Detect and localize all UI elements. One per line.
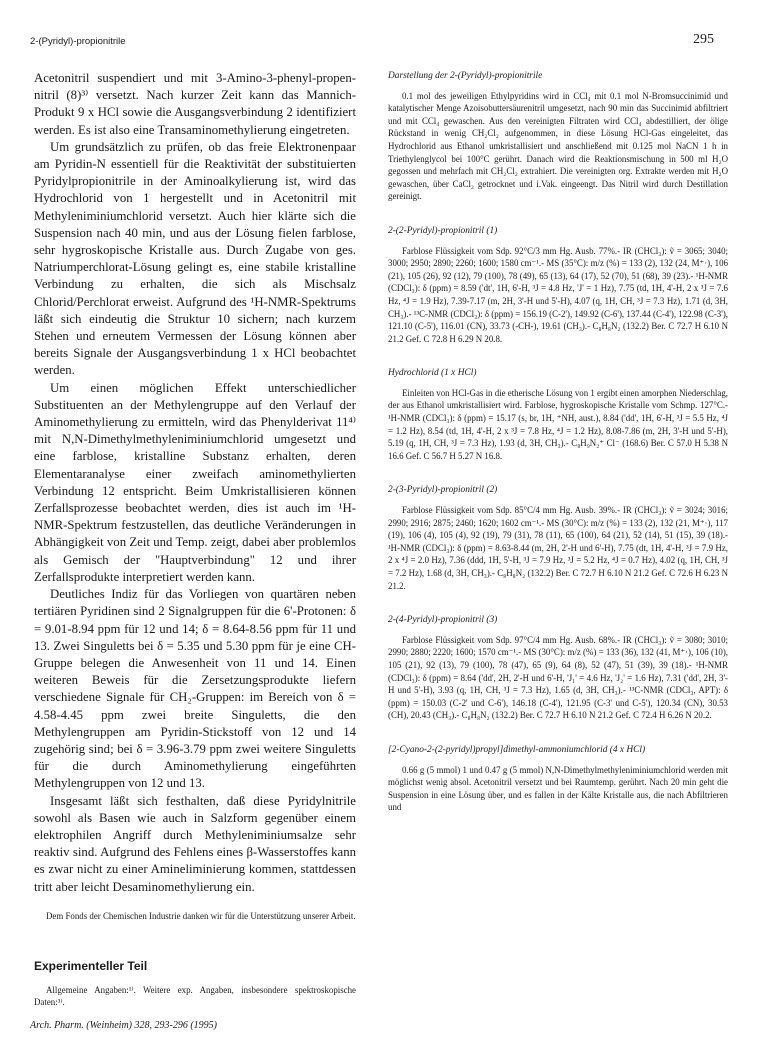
general-information: Allgemeine Angaben:¹⁾. Weitere exp. Angaben, insbesondere spektroskopische Daten:³⁾. bbox=[34, 984, 356, 1008]
procedure-heading-preparation: Darstellung der 2-(Pyridyl)-propionitrile bbox=[388, 71, 543, 81]
compound-body-2: Farblose Flüssigkeit vom Sdp. 85°C/4 mm Hg. Ausb. 39%.- IR (CHCl₃): ṽ = 3024; 3016; 2990; 2916; 2875; 2460; 1620; 1602 cm⁻¹.- MS (30°C): m/z (%) = 133 (2), 132 (21, M⁺·), 117 (19), 106 (4), 105 (4), 92 (19), 79 (31), 78 (11), 65 (100), 64 (21), 52 (14), 51 (15), 39 (18).- ¹H-NMR (CDCl₃): δ (ppm) = 8.63-8.44 (m, 2H, 2'-H und 6'-H), 7.75 (dt, 1H, 4'-H, ³J = 7.9 Hz, 2 x ⁴J = 2.0 Hz), 7.36 (ddd, 1H, 5'-H, ³J = 7.9 Hz, ³J = 5.2 Hz, ⁴J = 0.7 Hz), 4.02 (q, 1H, CH, ³J = 7.2 Hz), 1.68 (d, 3H, CH₃).- C₈H₈N₂ (132.2) Ber. C 72.7 H 6.10 N 21.2 Gef. C 72.6 H 6.23 N 21.2. bbox=[388, 505, 728, 591]
journal-citation: Arch. Pharm. (Weinheim) 328, 293-296 (1995) bbox=[30, 1020, 218, 1031]
discussion-paragraph-3: Um einen möglichen Effekt unterschiedlicher Substituenten an der Methylengruppe auf den Verlauf der Aminomethylierung zu ermitteln, wird das Phenylderivat 11⁴⁾ mit N,N-Dimethylmethyleniminiumchlorid umgesetzt und eine farblose, kristalline Substanz erhalten, deren Elementaranalyse einer zweifach aminomethylierten Verbindung 12 entspricht. Beim Umkristallisieren können Zerfallsprozesse beobachtet werden, dies ist auch im ¹H-NMR-Spektrum festzustellen, das deutliche Veränderungen in Abhängigkeit von Zeit und Temp. zeigt, dabei aber problemlos als Gemisch der "Hauptverbindung" 12 und ihrer Zerfallsprodukte interpretiert werden kann. bbox=[34, 380, 356, 584]
compound-body-4-hcl: 0.66 g (5 mmol) 1 und 0.47 g (5 mmol) N,N-Dimethylmethyleniminiumchlorid werden mit möglichst wenig absol. Acetonitril versetzt und bei Raumtemp. gerührt. Nach 20 min geht die Suspension in eine Lösung über, und es fallen in der Kälte Kristalle aus, die nach Abfiltrieren und bbox=[388, 764, 728, 813]
discussion-paragraph-2: Um grundsätzlich zu prüfen, ob das freie Elektronenpaar am Pyridin-N essentiell für die Reaktivität der substituierten Pyridylpropionitrile in der Aminoalkylierung ist, wird das Hydrochlorid von 1 hergestellt und in Acetonitril mit Methyleniminiumchlorid versetzt. Auch hier klärte sich die Suspension nach 40 min, und aus der Lösung fielen farblose, sehr hygroskopische Kristalle aus. Durch Zugabe von ges. Natriumperchlorat-Lösung gelingt es, eine stabile kristalline Verbindung zu erhalten, die sich als Mischsalz Chlorid/Perchlorat erweist. Aufgrund des ¹H-NMR-Spektrums läßt sich eindeutig die Struktur 10 sichern; nach kurzem Stehen und erneutem Vermessen der Lösung können aber bereits Signale der Ausgangsverbindung 1 x HCl beobachtet werden. bbox=[34, 139, 356, 378]
procedure-body-preparation: 0.1 mol des jeweiligen Ethylpyridins wird in CCl₄ mit 0.1 mol N-Bromsuccinimid und katalytischer Menge Azoisobuttersäurenitril umgesetzt, nach 90 min das Succinimid abfiltriert und mit CCl₄ gewaschen. Aus den vereinigten Filtraten wird CCl₄ abdestilliert, der ölige Rückstand in wenig CH₂Cl₂ aufgenommen, in diese Lösung HCl-Gas eingeleitet, das Hydrochlorid aus Ethanol umkristallisiert und anschließend mit 0.125 mol NaCN 1 h in Triethylenglycol bei 100°C gerührt. Danach wird die Reaktionsmischung in 500 ml H₂O gegossen und mehrfach mit CH₂Cl₂ extrahiert. Die vereinigten org. Extrakte werden mit H₂O gewaschen, über CaCl₂ getrocknet und i.Vak. eingeengt. Das Nitril wird durch Destillation gereinigt. bbox=[388, 90, 728, 202]
left-column bbox=[34, 70, 356, 1009]
compound-body-1-hcl: Einleiten von HCl-Gas in die etherische Lösung von 1 ergibt einen amorphen Niederschlag, der aus Ethanol umkristallisiert wird. Farblose, hygroskopische Kristalle vom Schmp. 127°C.- ¹H-NMR (CDCl₃): δ (ppm) = 15.17 (s, br, 1H, ⁺NH, aust.), 8.84 ('dd', 1H, 6'-H, ³J = 5.5 Hz, ⁴J = 1.2 Hz), 8.54 (td, 1H, 4'-H, 2 x ³J = 7.8 Hz, ⁴J = 1.2 Hz), 8.08-7.86 (m, 2H, 3'-H und 5'-H), 5.19 (q, 1H, CH, ³J = 7.3 Hz), 1.93 (d, 3H, CH₃).- C₈H₉N₂⁺ Cl⁻ (168.6) Ber. C 57.0 H 5.38 N 16.6 Gef. C 56.7 H 5.27 N 16.8. bbox=[388, 387, 728, 461]
compound-heading-2: 2-(3-Pyridyl)-propionitril (2) bbox=[388, 485, 498, 496]
compound-heading-4-hcl: [2-Cyano-2-(2-pyridyl)propyl]dimethyl-ammoniumchlorid (4 x HCl) bbox=[388, 744, 646, 755]
compound-body-3: Farblose Flüssigkeit vom Sdp. 97°C/4 mm Hg. Ausb. 68%.- IR (CHCl₃): ṽ = 3080; 3010; 2990; 2880; 2220; 1600; 1570 cm⁻¹.- MS (30°C): m/z (%) = 133 (36), 132 (41, M⁺·), 106 (10), 105 (21), 92 (13), 79 (100), 78 (47), 65 (9), 64 (8), 52 (47), 51 (39), 39 (18).- ¹H-NMR (CDCl₃): δ (ppm) = 8.64 ('dd', 2H, 2'-H und 6'-H, 'J₁' = 4.6 Hz, 'J₂' = 1.6 Hz), 7.31 ('dd', 2H, 3'-H und 5'-H), 3.93 (q, 1H, CH, ³J = 7.3 Hz), 1.65 (d, 3H, CH₃).- ¹³C-NMR (CDCl₃, APT): δ (ppm) = 150.03 (C-2' und C-6'), 146.18 (C-4'), 121.95 (C-3' und C-5'), 120.34 (CN), 30.53 (CH), 20.43 (CH₃).- C₈H₈N₂ (132.2) Ber. C 72.7 H 6.10 N 21.2 Gef. C 72.4 H 6.26 N 20.2. bbox=[388, 634, 728, 721]
compound-body-1: Farblose Flüssigkeit vom Sdp. 92°C/3 mm Hg. Ausb. 77%.- IR (CHCl₃): ṽ = 3065; 3040; 3000; 2950; 2890; 2260; 1600; 1580 cm⁻¹.- MS (35°C): m/z (%) = 133 (2), 132 (24, M⁺·), 106 (21), 105 (26), 92 (12), 79 (100), 78 (49), 65 (13), 64 (17), 52 (70), 51 (68), 39 (23).- ¹H-NMR (CDCl₃): δ (ppm) = 8.59 ('dt', 1H, 6'-H, ³J = 4.8 Hz, 'J' = 1 Hz), 7.75 (td, 1H, 4'-H, 2 x ³J = 7.6 Hz, ⁴J = 1.9 Hz), 7.39-7.17 (m, 2H, 3'-H und 5'-H), 4.07 (q, 1H, CH, ³J = 7.3 Hz), 1.71 (d, 3H, CH₃).- ¹³C-NMR (CDCl₃): δ (ppm) = 156.19 (C-2'), 149.92 (C-6'), 137.44 (C-4'), 122.98 (C-3'), 121.10 (C-5'), 116.01 (CN), 33.73 (-CH-), 19.61 (CH₃).- C₈H₈N₂ (132.2) Ber. C 72.7 H 6.10 N 21.2 Gef. C 72.8 H 6.29 N 20.8. bbox=[388, 245, 728, 344]
discussion-paragraph-4: Deutliches Indiz für das Vorliegen von quartären neben tertiären Pyridinen sind 2 Signalgruppen für die 6'-Protonen: δ = 9.01-8.94 ppm für 12 und 14; δ = 8.64-8.56 ppm für 11 und 13. Zwei Singuletts bei δ = 5.35 und 5.30 ppm für je eine CH-Gruppe belegen die Anwesenheit von 11 und 14. Einen weiteren Beweis für die Zersetzungsprodukte liefern verschiedene Signale für CH₂-Gruppen: im Bereich von δ = 4.58-4.45 ppm zwei breite Singuletts, die den Methylengruppen am Pyridin-Stickstoff von 12 und 14 zugehörig sind; bei δ = 3.96-3.79 ppm zwei weitere Singuletts für die durch Aminomethylierung eingeführten Methylengruppen von 12 und 13. bbox=[34, 587, 356, 791]
compound-heading-1: 2-(2-Pyridyl)-propionitril (1) bbox=[388, 225, 498, 236]
experimental-heading: Experimenteller Teil bbox=[34, 959, 148, 974]
discussion-paragraph-5: Insgesamt läßt sich festhalten, daß diese Pyridylnitrile sowohl als Basen wie auch in Salzform gegenüber einem elektrophilen Angriff durch Methyleniminiumsalze sehr reaktiv sind. Aufgrund des Fehlens eines β-Wasserstoffes kann es zwar nicht zu einer Amineliminierung kommen, stattdessen tritt aber leicht Desaminomethylierung ein. bbox=[34, 793, 356, 894]
compound-heading-1-hcl: Hydrochlorid (1 x HCl) bbox=[388, 368, 477, 379]
compound-heading-3: 2-(4-Pyridyl)-propionitril (3) bbox=[388, 615, 498, 626]
acknowledgement: Dem Fonds der Chemischen Industrie danken wir für die Unterstützung unserer Arbeit. bbox=[46, 910, 356, 921]
right-column bbox=[388, 70, 728, 828]
discussion-paragraph-1: Acetonitril suspendiert und mit 3-Amino-3-phenyl-propen-nitril (8)³⁾ versetzt. Nach kurzer Zeit kann das Mannich-Produkt 9 x HCl sowie die Ausgangsverbindung 2 identifiziert werden. Es ist also eine Transaminomethylierung eingetreten. bbox=[34, 71, 356, 137]
running-title: 2-(Pyridyl)-propionitrile bbox=[30, 36, 126, 47]
page-number: 295 bbox=[693, 32, 714, 47]
